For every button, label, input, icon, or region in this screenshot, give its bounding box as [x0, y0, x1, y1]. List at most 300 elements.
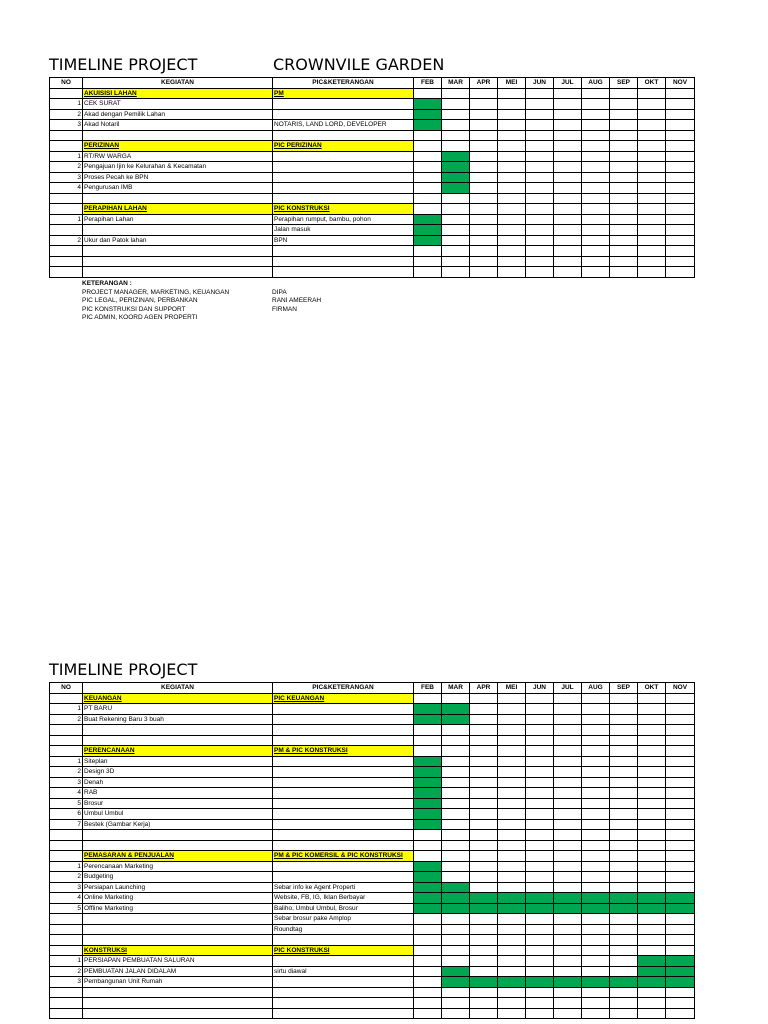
month-header: MAR	[442, 683, 470, 694]
row-number	[50, 204, 83, 215]
timeline-cell	[498, 767, 526, 778]
timeline-cell	[554, 935, 582, 946]
pic-cell	[273, 714, 414, 725]
timeline-cell	[610, 1008, 638, 1019]
timeline-cell	[526, 704, 554, 715]
timeline-cell	[470, 798, 498, 809]
timeline-cell	[498, 725, 526, 736]
pic-cell	[273, 130, 414, 141]
activity-cell: Perapihan Lahan	[83, 214, 273, 225]
timeline-cell	[498, 235, 526, 246]
pic-cell: Sebar info ke Agent Properti	[273, 882, 414, 893]
row-number: 4	[50, 183, 83, 194]
timeline-bar-cell	[414, 872, 442, 883]
pic-cell: PM & PIC KONSTRUKSI	[273, 746, 414, 757]
row-number: 6	[50, 809, 83, 820]
activity-cell: Bestek (Gambar Kerja)	[83, 819, 273, 830]
timeline-cell	[414, 141, 442, 152]
timeline-cell	[526, 130, 554, 141]
activity-cell: Ukur dan Patok lahan	[83, 235, 273, 246]
timeline-cell	[666, 914, 695, 925]
table-row	[50, 151, 695, 162]
timeline-cell	[470, 1008, 498, 1019]
timeline-bar-cell	[610, 977, 638, 988]
timeline-cell	[414, 966, 442, 977]
timeline-cell	[638, 141, 666, 152]
timeline-cell	[470, 840, 498, 851]
row-number: 5	[50, 903, 83, 914]
timeline-cell	[498, 966, 526, 977]
timeline-cell	[470, 935, 498, 946]
timeline-cell	[666, 1008, 695, 1019]
table-row	[50, 235, 695, 246]
timeline-cell	[414, 130, 442, 141]
timeline-cell	[554, 714, 582, 725]
row-number	[50, 840, 83, 851]
row-number: 2	[50, 872, 83, 883]
pic-cell	[273, 788, 414, 799]
timeline-cell	[442, 214, 470, 225]
activity-cell: Pengurusan IMB	[83, 183, 273, 194]
timeline-cell	[638, 987, 666, 998]
timeline-bar-cell	[554, 977, 582, 988]
timeline-cell	[582, 966, 610, 977]
timeline-cell	[470, 924, 498, 935]
timeline-cell	[414, 945, 442, 956]
timeline-cell	[638, 777, 666, 788]
pic-cell: Baliho, Umbul Umbul, Brosur	[273, 903, 414, 914]
timeline-cell	[498, 714, 526, 725]
timeline-cell	[526, 204, 554, 215]
timeline-cell	[414, 851, 442, 862]
month-header: MAR	[442, 78, 470, 89]
timeline-bar-cell	[666, 977, 695, 988]
timeline-cell	[554, 735, 582, 746]
timeline-cell	[554, 777, 582, 788]
timeline-cell	[610, 756, 638, 767]
timeline-bar-cell	[638, 977, 666, 988]
row-number: 3	[50, 172, 83, 183]
timeline-cell	[582, 767, 610, 778]
timeline-cell	[498, 141, 526, 152]
notes-person: DIPA	[272, 288, 287, 296]
timeline-cell	[554, 162, 582, 173]
timeline-cell	[610, 987, 638, 998]
pic-cell	[273, 183, 414, 194]
timeline-bar-cell	[414, 798, 442, 809]
pic-cell	[273, 256, 414, 267]
row-number: 4	[50, 893, 83, 904]
row-number	[50, 851, 83, 862]
timeline-cell	[582, 246, 610, 257]
timeline-cell	[666, 214, 695, 225]
timeline-cell	[666, 777, 695, 788]
row-number: 1	[50, 956, 83, 967]
pic-cell	[273, 172, 414, 183]
row-number: 2	[50, 767, 83, 778]
row-number: 2	[50, 714, 83, 725]
timeline-cell	[610, 998, 638, 1009]
timeline-cell	[498, 1008, 526, 1019]
timeline-bar-cell	[554, 893, 582, 904]
timeline-bar-cell	[414, 893, 442, 904]
timeline-cell	[582, 798, 610, 809]
timeline-cell	[470, 151, 498, 162]
activity-cell: Persiapan Launching	[83, 882, 273, 893]
timeline-cell	[666, 141, 695, 152]
timeline-cell	[442, 246, 470, 257]
timeline-cell	[582, 693, 610, 704]
timeline-cell	[554, 756, 582, 767]
timeline-cell	[582, 235, 610, 246]
timeline-cell	[610, 88, 638, 99]
timeline-cell	[470, 882, 498, 893]
timeline-cell	[470, 714, 498, 725]
timeline-cell	[582, 204, 610, 215]
timeline-bar-cell	[554, 903, 582, 914]
row-number	[50, 267, 83, 278]
timeline-cell	[582, 120, 610, 131]
table-row	[50, 109, 695, 120]
timeline-cell	[470, 914, 498, 925]
timeline-bar-cell	[526, 977, 554, 988]
timeline-cell	[442, 141, 470, 152]
timeline-cell	[526, 267, 554, 278]
timeline-cell	[414, 1008, 442, 1019]
timeline-cell	[610, 172, 638, 183]
pic-cell	[273, 935, 414, 946]
timeline-bar-cell	[442, 151, 470, 162]
timeline-cell	[554, 924, 582, 935]
timeline-cell	[442, 861, 470, 872]
timeline-cell	[582, 851, 610, 862]
table-row	[50, 735, 695, 746]
timeline-cell	[638, 840, 666, 851]
timeline-cell	[498, 788, 526, 799]
timeline-cell	[666, 725, 695, 736]
activity-cell	[83, 1008, 273, 1019]
row-number: 2	[50, 109, 83, 120]
header-pic: PIC&KETERANGAN	[273, 78, 414, 89]
timeline-cell	[526, 851, 554, 862]
timeline-cell	[442, 130, 470, 141]
pic-cell: PIC PERIZINAN	[273, 141, 414, 152]
timeline-cell	[582, 267, 610, 278]
timeline-bar-cell	[442, 903, 470, 914]
row-number: 2	[50, 162, 83, 173]
timeline-cell	[414, 172, 442, 183]
timeline-cell	[582, 109, 610, 120]
timeline-cell	[498, 851, 526, 862]
timeline-cell	[582, 746, 610, 757]
table-row	[50, 840, 695, 851]
timeline-cell	[498, 735, 526, 746]
timeline-bar-cell	[414, 777, 442, 788]
pic-cell	[273, 756, 414, 767]
timeline-cell	[554, 998, 582, 1009]
timeline-cell	[638, 798, 666, 809]
timeline-cell	[470, 693, 498, 704]
timeline-cell	[610, 235, 638, 246]
timeline-cell	[554, 798, 582, 809]
timeline-cell	[442, 756, 470, 767]
activity-cell: Budgeting	[83, 872, 273, 883]
timeline-cell	[470, 756, 498, 767]
timeline-cell	[470, 998, 498, 1009]
month-header: AUG	[582, 78, 610, 89]
activity-cell	[83, 130, 273, 141]
row-number	[50, 914, 83, 925]
timeline-cell	[582, 998, 610, 1009]
timeline-cell	[554, 914, 582, 925]
section-row	[50, 141, 695, 152]
timeline-cell	[526, 109, 554, 120]
timeline-cell	[666, 746, 695, 757]
timeline-cell	[554, 120, 582, 131]
timeline-cell	[554, 872, 582, 883]
timeline-cell	[638, 256, 666, 267]
timeline-cell	[610, 777, 638, 788]
timeline-cell	[666, 819, 695, 830]
activity-cell: PEMASARAN & PENJUALAN	[83, 851, 273, 862]
month-header: JUL	[554, 683, 582, 694]
timeline-cell	[638, 183, 666, 194]
timeline-cell	[442, 987, 470, 998]
timeline-bar-cell	[414, 704, 442, 715]
timeline-cell	[414, 183, 442, 194]
timeline-cell	[610, 788, 638, 799]
timeline-cell	[554, 819, 582, 830]
timeline-cell	[582, 141, 610, 152]
timeline-bar-cell	[666, 893, 695, 904]
timeline-cell	[666, 861, 695, 872]
timeline-cell	[554, 204, 582, 215]
timeline-cell	[610, 151, 638, 162]
timeline-cell	[442, 767, 470, 778]
pic-cell: NOTARIS, LAND LORD, DEVELOPER	[273, 120, 414, 131]
timeline-cell	[470, 193, 498, 204]
timeline-bar-cell	[414, 882, 442, 893]
timeline-cell	[526, 746, 554, 757]
header-kegiatan: KEGIATAN	[83, 78, 273, 89]
pic-cell: Website, FB, IG, Iklan Berbayar	[273, 893, 414, 904]
table-row	[50, 966, 695, 977]
timeline-cell	[666, 735, 695, 746]
timeline-cell	[498, 88, 526, 99]
row-number: 1	[50, 214, 83, 225]
timeline-bar-cell	[638, 903, 666, 914]
timeline-bar-cell	[414, 235, 442, 246]
timeline-cell	[582, 756, 610, 767]
table-row	[50, 809, 695, 820]
timeline-cell	[554, 945, 582, 956]
timeline-cell	[414, 840, 442, 851]
timeline-cell	[442, 99, 470, 110]
timeline-cell	[638, 756, 666, 767]
timeline-cell	[470, 120, 498, 131]
month-header: OKT	[638, 78, 666, 89]
table-row	[50, 893, 695, 904]
activity-cell: RT/RW WARGA	[83, 151, 273, 162]
timeline-cell	[638, 861, 666, 872]
timeline-cell	[638, 214, 666, 225]
table-row	[50, 225, 695, 236]
timeline-cell	[526, 246, 554, 257]
timeline-cell	[414, 193, 442, 204]
table-row	[50, 99, 695, 110]
row-number	[50, 945, 83, 956]
timeline-cell	[610, 130, 638, 141]
timeline-cell	[442, 88, 470, 99]
timeline-cell	[470, 872, 498, 883]
timeline-cell	[554, 809, 582, 820]
timeline-cell	[554, 151, 582, 162]
notes-item	[82, 297, 321, 306]
notes-role: PIC LEGAL, PERIZINAN, PERBANKAN	[82, 297, 198, 305]
timeline-cell	[470, 956, 498, 967]
table-row	[50, 998, 695, 1009]
timeline-table-1	[49, 77, 695, 278]
pic-cell: PIC KEUANGAN	[273, 693, 414, 704]
timeline-cell	[442, 1008, 470, 1019]
timeline-cell	[470, 235, 498, 246]
timeline-cell	[498, 256, 526, 267]
timeline-cell	[638, 693, 666, 704]
pic-cell	[273, 798, 414, 809]
row-number	[50, 987, 83, 998]
timeline-cell	[554, 882, 582, 893]
timeline-cell	[526, 162, 554, 173]
timeline-cell	[442, 746, 470, 757]
timeline-cell	[498, 840, 526, 851]
row-number: 1	[50, 756, 83, 767]
section-row	[50, 945, 695, 956]
timeline-cell	[666, 935, 695, 946]
pic-cell	[273, 861, 414, 872]
row-number: 1	[50, 99, 83, 110]
pic-cell	[273, 99, 414, 110]
timeline-cell	[498, 99, 526, 110]
timeline-cell	[638, 204, 666, 215]
timeline-cell	[610, 120, 638, 131]
timeline-bar-cell	[610, 903, 638, 914]
section-row	[50, 204, 695, 215]
timeline-cell	[470, 767, 498, 778]
timeline-bar-cell	[582, 903, 610, 914]
activity-cell	[83, 256, 273, 267]
timeline-cell	[498, 246, 526, 257]
pic-cell: Jalan masuk	[273, 225, 414, 236]
timeline-cell	[554, 267, 582, 278]
timeline-cell	[470, 162, 498, 173]
table-row	[50, 767, 695, 778]
timeline-cell	[498, 183, 526, 194]
timeline-cell	[582, 935, 610, 946]
timeline-cell	[582, 214, 610, 225]
timeline-cell	[526, 756, 554, 767]
timeline-cell	[610, 798, 638, 809]
timeline-cell	[638, 130, 666, 141]
activity-cell: Denah	[83, 777, 273, 788]
timeline-cell	[610, 256, 638, 267]
timeline-cell	[526, 924, 554, 935]
timeline-cell	[498, 172, 526, 183]
timeline-cell	[638, 172, 666, 183]
timeline-cell	[638, 246, 666, 257]
timeline-cell	[582, 735, 610, 746]
timeline-cell	[610, 924, 638, 935]
timeline-cell	[442, 924, 470, 935]
pic-cell: PM & PIC KOMERSIL & PIC KONSTRUKSI	[273, 851, 414, 862]
notes-item	[82, 314, 321, 323]
table-row	[50, 183, 695, 194]
timeline-cell	[470, 704, 498, 715]
timeline-cell	[414, 693, 442, 704]
timeline-bar-cell	[498, 893, 526, 904]
timeline-cell	[666, 987, 695, 998]
timeline-cell	[638, 151, 666, 162]
timeline-cell	[582, 151, 610, 162]
timeline-cell	[666, 88, 695, 99]
activity-cell: PEMBUATAN JALAN DIDALAM	[83, 966, 273, 977]
activity-cell: Akad Notaril	[83, 120, 273, 131]
timeline-bar-cell	[414, 225, 442, 236]
timeline-cell	[638, 704, 666, 715]
timeline-cell	[638, 945, 666, 956]
timeline-cell	[554, 840, 582, 851]
table-row	[50, 704, 695, 715]
pic-cell: Roundtag	[273, 924, 414, 935]
table-row	[50, 830, 695, 841]
table-row	[50, 903, 695, 914]
timeline-cell	[610, 882, 638, 893]
timeline-cell	[666, 704, 695, 715]
row-number: 3	[50, 977, 83, 988]
timeline-cell	[582, 725, 610, 736]
timeline-cell	[666, 235, 695, 246]
timeline-cell	[582, 819, 610, 830]
pic-cell	[273, 777, 414, 788]
table-row	[50, 725, 695, 736]
timeline-cell	[666, 204, 695, 215]
pic-cell	[273, 725, 414, 736]
timeline-cell	[414, 935, 442, 946]
month-header: APR	[470, 683, 498, 694]
timeline-cell	[554, 256, 582, 267]
timeline-cell	[470, 141, 498, 152]
notes-item	[82, 306, 321, 315]
timeline-cell	[638, 120, 666, 131]
timeline-cell	[470, 225, 498, 236]
activity-cell	[83, 267, 273, 278]
timeline-cell	[414, 725, 442, 736]
timeline-cell	[666, 109, 695, 120]
timeline-cell	[470, 746, 498, 757]
row-number	[50, 725, 83, 736]
timeline-cell	[526, 235, 554, 246]
activity-cell: Pengajuan Ijin ke Kelurahan & Kecamatan	[83, 162, 273, 173]
timeline-cell	[526, 141, 554, 152]
timeline-cell	[414, 267, 442, 278]
activity-cell	[83, 924, 273, 935]
pic-cell	[273, 767, 414, 778]
timeline-cell	[498, 214, 526, 225]
timeline-cell	[414, 987, 442, 998]
timeline-cell	[638, 235, 666, 246]
timeline-cell	[442, 204, 470, 215]
timeline-cell	[638, 998, 666, 1009]
timeline-cell	[442, 798, 470, 809]
